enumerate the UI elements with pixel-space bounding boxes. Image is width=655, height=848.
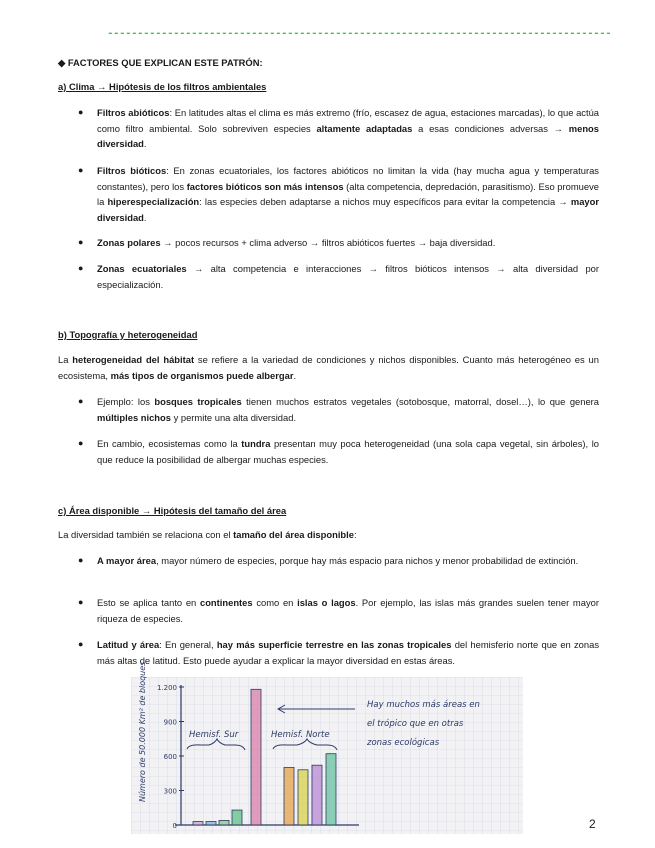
bold-phrase: bosques tropicales — [154, 396, 242, 407]
section-title: ◆ FACTORES QUE EXPLICAN ESTE PATRÓN: — [58, 57, 263, 68]
text-run: : En latitudes altas el clima es más extremo (frío, escasez de agua, estaciones marcadas), lo que actúa como filtro ambiental. Solo sobreviven especies — [97, 107, 600, 134]
paragraph-area — [58, 527, 599, 543]
text-run: (alta competencia, depredación, parasitismo). Eso promueve la — [97, 180, 599, 208]
bold-phrase: islas o lagos — [297, 597, 356, 608]
bar-9 — [326, 754, 336, 825]
bold-phrase: mayor diversidad — [97, 196, 599, 223]
bullet-tundra — [97, 436, 599, 467]
label-hemisferio-sur: Hemisf. Sur — [189, 730, 239, 740]
bullet-dot: ● — [78, 438, 84, 448]
bullet-latitud-area — [97, 637, 599, 668]
bold-phrase: Filtros bióticos — [97, 165, 167, 176]
bar-7 — [298, 770, 308, 825]
label-hemisferio-norte: Hemisf. Norte — [271, 730, 330, 740]
bullet-dot: ● — [78, 165, 84, 175]
text-run: La — [58, 354, 73, 365]
y-tick-label: 0 — [172, 822, 177, 830]
bold-phrase: tamaño del área disponible — [233, 529, 354, 540]
page-number: 2 — [589, 817, 596, 831]
text-run: : — [353, 529, 357, 540]
bullet-filtros-bioticos — [97, 163, 599, 225]
bold-phrase: A mayor área — [97, 555, 157, 566]
paragraph-heterogeneidad — [58, 352, 599, 383]
note-line-2: el trópico que en otras — [367, 719, 464, 729]
text-run: : las especies deben adaptarse a nichos muy específicos para evitar la competencia → — [199, 196, 571, 208]
text-run: : En general, — [159, 639, 217, 650]
heading-clima: a) Clima → Hipótesis de los filtros ambientales — [58, 81, 267, 92]
bar-8 — [312, 765, 322, 825]
y-tick-label: 300 — [163, 787, 177, 796]
text-run: , mayor número de especies, porque hay más espacio para nichos y menor probabilidad de extinción. — [156, 555, 579, 566]
bold-phrase: Latitud y área — [97, 639, 160, 650]
bold-phrase: factores bióticos son más intensos — [186, 180, 344, 192]
bold-phrase: más tipos de organismos puede albergar — [110, 369, 294, 381]
text-run: presentan muy poca heterogeneidad (una sola capa vegetal, sin árboles), lo que reduce la posibilidad de albergar muchas especies. — [97, 438, 599, 465]
text-run: tienen muchos estratos vegetales (sotobosque, matorral, dosel…), lo que genera — [241, 396, 600, 407]
bold-phrase: continentes — [199, 597, 253, 608]
bar-6 — [284, 768, 294, 826]
bullet-zonas-ecuatoriales — [97, 261, 599, 292]
text-run: La diversidad también se relaciona con el — [58, 529, 234, 540]
text-run: y permite una alta diversidad. — [170, 411, 297, 423]
text-run: → alta competencia e interacciones → filtros bióticos intensos → alta diversidad por especialización. — [97, 263, 599, 290]
bold-phrase: Zonas ecuatoriales — [97, 263, 187, 274]
bullet-continentes-islas — [97, 595, 599, 626]
text-run: En cambio, ecosistemas como la — [97, 438, 242, 449]
bullet-mayor-area — [97, 553, 599, 569]
bold-phrase: tundra — [241, 438, 271, 449]
bullet-zonas-polares — [97, 235, 599, 251]
separator-line: ------------------------------------------------------------------------------------ — [107, 28, 612, 40]
bold-phrase: hiperespecialización — [107, 196, 200, 208]
bullet-bosques-tropicales — [97, 394, 599, 425]
bullet-dot: ● — [78, 107, 84, 117]
bar-2 — [206, 822, 216, 825]
text-run: a esas condiciones adversas → — [412, 122, 569, 134]
text-run: como en — [252, 597, 298, 608]
text-run: . Por ejemplo, las islas más grandes suelen tener mayor riqueza de especies. — [97, 597, 599, 624]
note-line-1: Hay muchos más áreas en — [367, 700, 480, 710]
bold-phrase: heterogeneidad del hábitat — [72, 354, 195, 365]
text-run: . — [143, 211, 147, 223]
bold-phrase: altamente adaptadas — [316, 122, 413, 134]
heading-topografia: b) Topografía y heterogeneidad — [58, 329, 198, 340]
bullet-dot: ● — [78, 597, 84, 607]
y-tick-label: 1.200 — [156, 684, 177, 692]
text-run: . — [143, 138, 147, 150]
y-tick-label: 900 — [163, 718, 177, 727]
bar-3 — [219, 820, 229, 825]
text-run: → pocos recursos + clima adverso → filtros abióticos fuertes → baja diversidad. — [160, 237, 496, 248]
y-tick-label: 600 — [163, 753, 177, 761]
bar-5 — [251, 689, 261, 825]
heading-area: c) Área disponible → Hipótesis del tamaño del área — [58, 505, 287, 516]
bold-phrase: hay más superficie terrestre en las zonas tropicales — [216, 639, 452, 650]
text-run: Esto se aplica tanto en — [97, 597, 200, 608]
text-run: se refiere a la variedad de condiciones y nichos disponibles. Cuanto más heterogéneo es un ecosistema, — [58, 354, 599, 381]
bullet-dot: ● — [78, 263, 84, 273]
bold-phrase: menos diversidad — [97, 122, 599, 150]
bar-1 — [193, 822, 203, 825]
bullet-dot: ● — [78, 555, 84, 565]
bold-phrase: Zonas polares — [97, 237, 161, 248]
bullet-filtros-abioticos — [97, 105, 599, 152]
text-run: del hemisferio norte que en zonas más altas de latitud. Esto puede ayudar a explicar la mayor diversidad en estas áreas. — [97, 639, 600, 666]
text-run: Ejemplo: los — [97, 396, 155, 407]
handdrawn-graph-photo — [131, 661, 523, 834]
note-line-3: zonas ecológicas — [367, 738, 440, 748]
bullet-dot: ● — [78, 639, 84, 649]
text-run: . — [293, 369, 297, 381]
bullet-dot: ● — [78, 396, 84, 406]
bold-phrase: Filtros abióticos — [97, 107, 170, 118]
bullet-dot: ● — [78, 237, 84, 247]
y-axis-label: Número de 50.000 Km² de bloques — [138, 661, 147, 802]
text-run: : En zonas ecuatoriales, los factores abióticos no limitan la vida (hay mucha agua y temperaturas constantes), pero los — [97, 165, 599, 192]
bold-phrase: múltiples nichos — [97, 411, 171, 423]
bar-4 — [232, 810, 242, 825]
